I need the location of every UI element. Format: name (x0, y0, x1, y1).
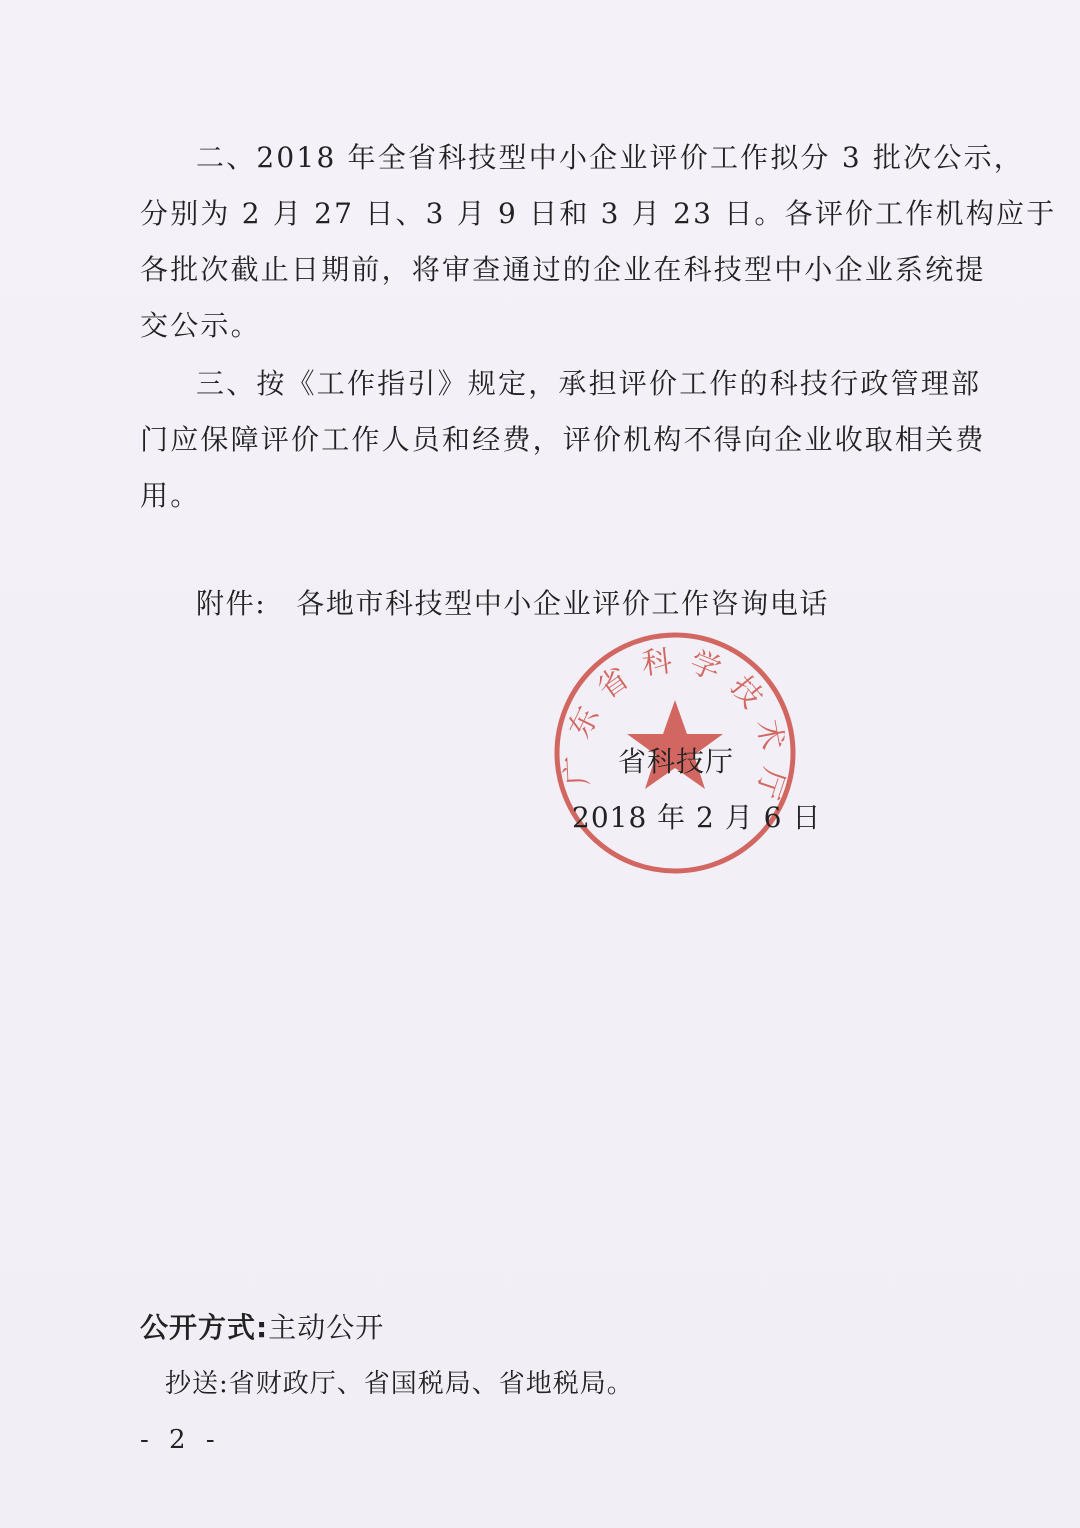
cc-label: 抄送: (165, 1369, 229, 1399)
paragraph-3-line-2: 门应保障评价工作人员和经费，评价机构不得向企业收取相关费 (140, 423, 986, 456)
attachment-label: 附件: (196, 587, 267, 620)
paragraph-3-line-1: 三、按《工作指引》规定，承担评价工作的科技行政管理部 (196, 367, 982, 400)
page-number: - 2 - (140, 1425, 221, 1455)
seal-text: 广东省科学技术厅 (559, 642, 793, 817)
signature-date: 2018 年 2 月 6 日 (572, 801, 822, 834)
attachment-title: 各地市科技型中小企业评价工作咨询电话 (296, 587, 830, 620)
paragraph-2-line-3: 各批次截止日期前，将审查通过的企业在科技型中小企业系统提 (140, 253, 986, 286)
disclosure-label: 公开方式: (140, 1311, 269, 1344)
paragraph-3-line-3: 用。 (140, 479, 201, 512)
cc-recipients: 省财政厅、省国税局、省地税局。 (228, 1369, 634, 1399)
attachment (196, 584, 829, 624)
paragraph-2-line-4: 交公示。 (140, 309, 261, 342)
disclosure-method (140, 1308, 384, 1348)
carbon-copy (165, 1364, 634, 1404)
paragraph-2-line-2: 分别为 2 月 27 日、3 月 9 日和 3 月 23 日。各评价工作机构应于 (140, 197, 1057, 230)
disclosure-value: 主动公开 (268, 1311, 385, 1344)
paragraph-2-line-1: 二、2018 年全省科技型中小企业评价工作拟分 3 批次公示， (196, 141, 1024, 174)
signature-organization: 省科技厅 (618, 745, 735, 778)
